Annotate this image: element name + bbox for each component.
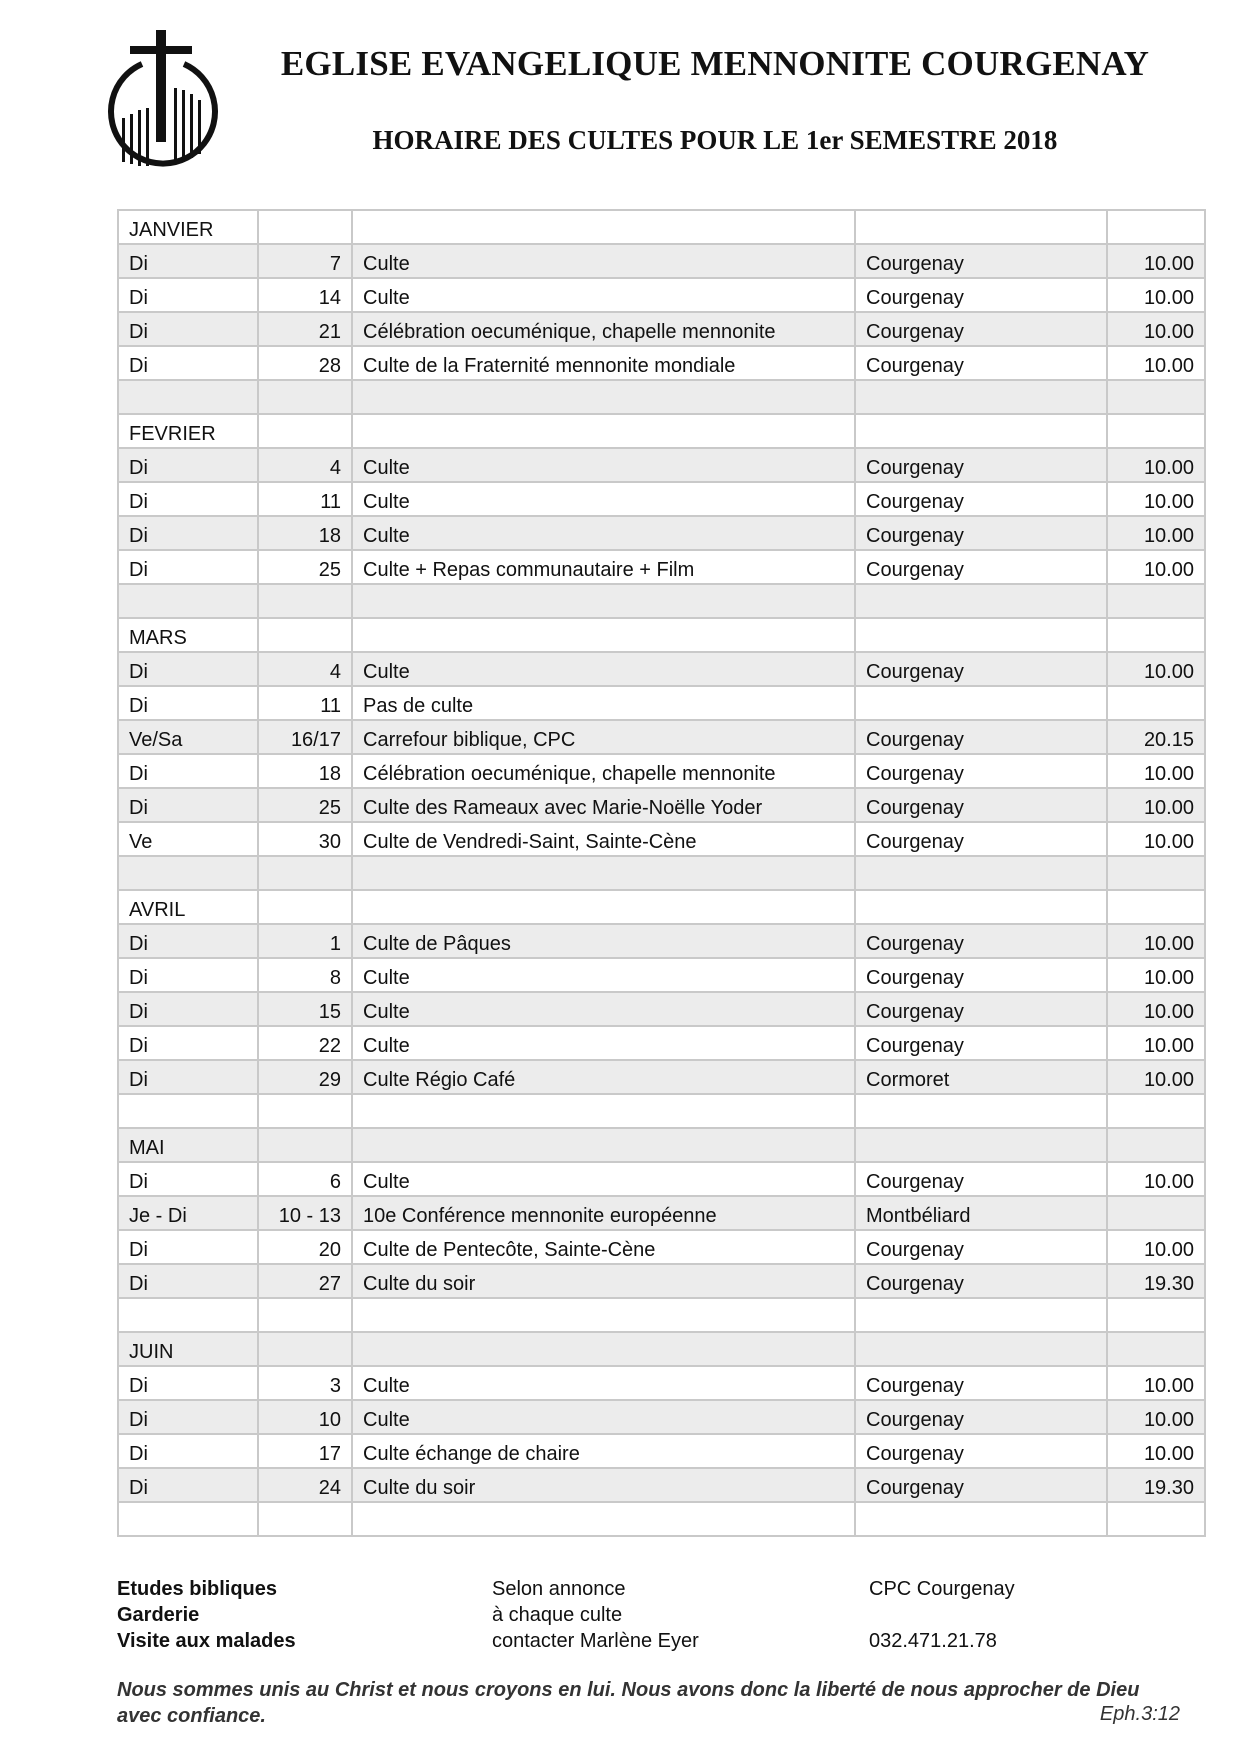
time-cell: 10.00 (1107, 448, 1205, 482)
place-cell: Cormoret (855, 1060, 1107, 1094)
empty-cell (1107, 1298, 1205, 1332)
table-row (118, 754, 1205, 788)
table-row (118, 482, 1205, 516)
church-logo-icon (104, 30, 220, 168)
time-cell: 10.00 (1107, 278, 1205, 312)
empty-cell (352, 856, 855, 890)
empty-cell (258, 414, 352, 448)
empty-cell (855, 380, 1107, 414)
table-row (118, 686, 1205, 720)
event-cell: Carrefour biblique, CPC (352, 720, 855, 754)
time-cell: 10.00 (1107, 312, 1205, 346)
empty-cell (258, 1094, 352, 1128)
day-cell: Di (118, 346, 258, 380)
date-cell: 3 (258, 1366, 352, 1400)
place-cell: Courgenay (855, 1230, 1107, 1264)
time-cell: 10.00 (1107, 958, 1205, 992)
date-cell: 8 (258, 958, 352, 992)
event-cell: Culte échange de chaire (352, 1434, 855, 1468)
place-cell (855, 686, 1107, 720)
place-cell: Courgenay (855, 448, 1107, 482)
date-cell: 28 (258, 346, 352, 380)
date-cell: 18 (258, 516, 352, 550)
time-cell: 10.00 (1107, 1060, 1205, 1094)
event-cell: Culte (352, 1400, 855, 1434)
day-cell: Di (118, 1060, 258, 1094)
empty-cell (352, 1298, 855, 1332)
day-cell: Di (118, 448, 258, 482)
date-cell: 11 (258, 482, 352, 516)
table-row (118, 1026, 1205, 1060)
empty-cell (1107, 1128, 1205, 1162)
empty-cell (258, 210, 352, 244)
month-header-row (118, 414, 1205, 448)
event-cell: Culte (352, 992, 855, 1026)
month-name: AVRIL (118, 890, 258, 924)
event-cell: Culte (352, 244, 855, 278)
day-cell: Di (118, 958, 258, 992)
footer-label: Garderie (117, 1604, 200, 1626)
date-cell: 16/17 (258, 720, 352, 754)
empty-cell (855, 1128, 1107, 1162)
time-cell: 10.00 (1107, 1366, 1205, 1400)
table-row (118, 1162, 1205, 1196)
time-cell: 10.00 (1107, 482, 1205, 516)
time-cell: 10.00 (1107, 1162, 1205, 1196)
event-cell: Culte (352, 482, 855, 516)
event-cell: Culte de Pâques (352, 924, 855, 958)
table-row (118, 516, 1205, 550)
month-name: FEVRIER (118, 414, 258, 448)
empty-cell (1107, 584, 1205, 618)
empty-cell (258, 856, 352, 890)
time-cell (1107, 686, 1205, 720)
month-name: MARS (118, 618, 258, 652)
footer-label: Visite aux malades (117, 1630, 296, 1652)
empty-cell (118, 1094, 258, 1128)
event-cell: Célébration oecuménique, chapelle mennonite (352, 754, 855, 788)
event-cell: Culte (352, 278, 855, 312)
spacer-row (118, 856, 1205, 890)
time-cell: 10.00 (1107, 1434, 1205, 1468)
date-cell: 10 - 13 (258, 1196, 352, 1230)
event-cell: Culte + Repas communautaire + Film (352, 550, 855, 584)
place-cell: Courgenay (855, 754, 1107, 788)
day-cell: Di (118, 312, 258, 346)
time-cell: 19.30 (1107, 1264, 1205, 1298)
place-cell: Courgenay (855, 1434, 1107, 1468)
empty-cell (258, 890, 352, 924)
footer-info-text: Selon annonce (492, 1578, 626, 1600)
day-cell: Di (118, 482, 258, 516)
footer-info-text: à chaque culte (492, 1604, 623, 1626)
day-cell: Di (118, 992, 258, 1026)
table-row (118, 1264, 1205, 1298)
page-subtitle: HORAIRE DES CULTES POUR LE 1er SEMESTRE 2018 (372, 125, 1058, 155)
event-cell: Culte des Rameaux avec Marie-Noëlle Yoder (352, 788, 855, 822)
place-cell: Courgenay (855, 1400, 1107, 1434)
date-cell: 11 (258, 686, 352, 720)
bible-verse: Nous sommes unis au Christ et nous croyons en lui. Nous avons donc la liberté de nous approcher de Dieu avec confiance. (117, 1679, 1140, 1727)
table-row (118, 924, 1205, 958)
place-cell: Courgenay (855, 312, 1107, 346)
table-row (118, 1468, 1205, 1502)
table-row (118, 958, 1205, 992)
event-cell: 10e Conférence mennonite européenne (352, 1196, 855, 1230)
empty-cell (855, 1094, 1107, 1128)
empty-cell (352, 380, 855, 414)
empty-cell (855, 1298, 1107, 1332)
day-cell: Di (118, 550, 258, 584)
empty-cell (352, 618, 855, 652)
empty-cell (1107, 414, 1205, 448)
empty-cell (118, 380, 258, 414)
month-header-row (118, 618, 1205, 652)
date-cell: 21 (258, 312, 352, 346)
event-cell: Culte (352, 516, 855, 550)
place-cell: Courgenay (855, 244, 1107, 278)
date-cell: 14 (258, 278, 352, 312)
empty-cell (258, 380, 352, 414)
month-header-row (118, 1128, 1205, 1162)
empty-cell (352, 584, 855, 618)
empty-cell (258, 1298, 352, 1332)
date-cell: 17 (258, 1434, 352, 1468)
empty-cell (855, 1502, 1107, 1536)
time-cell: 10.00 (1107, 992, 1205, 1026)
day-cell: Ve (118, 822, 258, 856)
event-cell: Culte (352, 958, 855, 992)
place-cell: Courgenay (855, 822, 1107, 856)
date-cell: 25 (258, 788, 352, 822)
event-cell: Culte Régio Café (352, 1060, 855, 1094)
table-row (118, 1060, 1205, 1094)
spacer-row (118, 584, 1205, 618)
time-cell: 10.00 (1107, 788, 1205, 822)
place-cell: Courgenay (855, 1468, 1107, 1502)
table-row (118, 448, 1205, 482)
day-cell: Di (118, 1366, 258, 1400)
empty-cell (258, 618, 352, 652)
day-cell: Di (118, 1264, 258, 1298)
month-name: JANVIER (118, 210, 258, 244)
event-cell: Célébration oecuménique, chapelle mennonite (352, 312, 855, 346)
empty-cell (1107, 1332, 1205, 1366)
month-header-row (118, 890, 1205, 924)
footer-row (117, 1630, 1207, 1656)
time-cell: 10.00 (1107, 550, 1205, 584)
empty-cell (855, 1332, 1107, 1366)
day-cell: Di (118, 1468, 258, 1502)
place-cell: Courgenay (855, 1162, 1107, 1196)
place-cell: Courgenay (855, 958, 1107, 992)
event-cell: Culte du soir (352, 1468, 855, 1502)
time-cell: 10.00 (1107, 346, 1205, 380)
date-cell: 18 (258, 754, 352, 788)
place-cell: Courgenay (855, 720, 1107, 754)
time-cell: 10.00 (1107, 1400, 1205, 1434)
event-cell: Culte (352, 448, 855, 482)
place-cell: Courgenay (855, 788, 1107, 822)
day-cell: Di (118, 1162, 258, 1196)
empty-cell (258, 1128, 352, 1162)
time-cell (1107, 1196, 1205, 1230)
date-cell: 10 (258, 1400, 352, 1434)
event-cell: Pas de culte (352, 686, 855, 720)
spacer-row (118, 1502, 1205, 1536)
event-cell: Culte de Pentecôte, Sainte-Cène (352, 1230, 855, 1264)
spacer-row (118, 1094, 1205, 1128)
empty-cell (1107, 1094, 1205, 1128)
empty-cell (1107, 380, 1205, 414)
table-row (118, 822, 1205, 856)
month-header-row (118, 210, 1205, 244)
time-cell: 10.00 (1107, 244, 1205, 278)
day-cell: Di (118, 516, 258, 550)
date-cell: 25 (258, 550, 352, 584)
place-cell: Courgenay (855, 1366, 1107, 1400)
place-cell: Courgenay (855, 1264, 1107, 1298)
date-cell: 27 (258, 1264, 352, 1298)
empty-cell (1107, 890, 1205, 924)
time-cell: 10.00 (1107, 516, 1205, 550)
place-cell: Courgenay (855, 346, 1107, 380)
table-row (118, 1400, 1205, 1434)
day-cell: Di (118, 1230, 258, 1264)
table-row (118, 1366, 1205, 1400)
empty-cell (1107, 210, 1205, 244)
time-cell: 10.00 (1107, 652, 1205, 686)
place-cell: Montbéliard (855, 1196, 1107, 1230)
schedule-table (117, 209, 1206, 1537)
empty-cell (855, 618, 1107, 652)
footer-info-text: contacter Marlène Eyer (492, 1630, 699, 1652)
date-cell: 4 (258, 652, 352, 686)
table-row (118, 652, 1205, 686)
footer-extra: CPC Courgenay (869, 1578, 1015, 1600)
empty-cell (352, 1502, 855, 1536)
empty-cell (1107, 856, 1205, 890)
place-cell: Courgenay (855, 652, 1107, 686)
month-header-row (118, 1332, 1205, 1366)
date-cell: 22 (258, 1026, 352, 1060)
date-cell: 29 (258, 1060, 352, 1094)
empty-cell (352, 1094, 855, 1128)
time-cell: 10.00 (1107, 1230, 1205, 1264)
date-cell: 20 (258, 1230, 352, 1264)
date-cell: 7 (258, 244, 352, 278)
verse-reference: Eph.3:12 (1099, 1703, 1180, 1725)
table-row (118, 312, 1205, 346)
schedule-body (118, 210, 1205, 1536)
day-cell: Ve/Sa (118, 720, 258, 754)
table-row (118, 1196, 1205, 1230)
place-cell: Courgenay (855, 550, 1107, 584)
empty-cell (855, 414, 1107, 448)
day-cell: Di (118, 924, 258, 958)
empty-cell (258, 1332, 352, 1366)
day-cell: Di (118, 1434, 258, 1468)
place-cell: Courgenay (855, 278, 1107, 312)
event-cell: Culte (352, 652, 855, 686)
footer-label: Etudes bibliques (117, 1578, 278, 1600)
empty-cell (352, 210, 855, 244)
footer-info (117, 1578, 1207, 1656)
table-row (118, 278, 1205, 312)
empty-cell (352, 1332, 855, 1366)
day-cell: Di (118, 754, 258, 788)
date-cell: 24 (258, 1468, 352, 1502)
date-cell: 1 (258, 924, 352, 958)
empty-cell (352, 1128, 855, 1162)
empty-cell (855, 584, 1107, 618)
event-cell: Culte (352, 1162, 855, 1196)
place-cell: Courgenay (855, 1026, 1107, 1060)
empty-cell (258, 1502, 352, 1536)
footer-row (117, 1578, 1207, 1604)
date-cell: 6 (258, 1162, 352, 1196)
place-cell: Courgenay (855, 482, 1107, 516)
empty-cell (118, 856, 258, 890)
day-cell: Di (118, 1400, 258, 1434)
date-cell: 15 (258, 992, 352, 1026)
time-cell: 10.00 (1107, 924, 1205, 958)
empty-cell (1107, 618, 1205, 652)
month-name: MAI (118, 1128, 258, 1162)
page-title: EGLISE EVANGELIQUE MENNONITE COURGENAY (280, 44, 1150, 83)
table-row (118, 550, 1205, 584)
table-row (118, 244, 1205, 278)
time-cell: 19.30 (1107, 1468, 1205, 1502)
time-cell: 10.00 (1107, 754, 1205, 788)
table-row (118, 1230, 1205, 1264)
place-cell: Courgenay (855, 992, 1107, 1026)
time-cell: 10.00 (1107, 822, 1205, 856)
event-cell: Culte de la Fraternité mennonite mondiale (352, 346, 855, 380)
empty-cell (118, 1502, 258, 1536)
day-cell: Di (118, 686, 258, 720)
table-row (118, 992, 1205, 1026)
day-cell: Di (118, 244, 258, 278)
empty-cell (258, 584, 352, 618)
day-cell: Di (118, 278, 258, 312)
time-cell: 10.00 (1107, 1026, 1205, 1060)
month-name: JUIN (118, 1332, 258, 1366)
date-cell: 4 (258, 448, 352, 482)
day-cell: Di (118, 1026, 258, 1060)
day-cell: Je - Di (118, 1196, 258, 1230)
spacer-row (118, 1298, 1205, 1332)
spacer-row (118, 380, 1205, 414)
place-cell: Courgenay (855, 924, 1107, 958)
event-cell: Culte (352, 1366, 855, 1400)
empty-cell (855, 210, 1107, 244)
table-row (118, 346, 1205, 380)
footer-row (117, 1604, 1207, 1630)
empty-cell (855, 890, 1107, 924)
date-cell: 30 (258, 822, 352, 856)
time-cell: 20.15 (1107, 720, 1205, 754)
footer-extra: 032.471.21.78 (869, 1630, 997, 1652)
table-row (118, 788, 1205, 822)
empty-cell (855, 856, 1107, 890)
empty-cell (352, 414, 855, 448)
empty-cell (118, 584, 258, 618)
table-row (118, 720, 1205, 754)
day-cell: Di (118, 788, 258, 822)
place-cell: Courgenay (855, 516, 1107, 550)
empty-cell (118, 1298, 258, 1332)
day-cell: Di (118, 652, 258, 686)
event-cell: Culte de Vendredi-Saint, Sainte-Cène (352, 822, 855, 856)
empty-cell (1107, 1502, 1205, 1536)
event-cell: Culte du soir (352, 1264, 855, 1298)
table-row (118, 1434, 1205, 1468)
event-cell: Culte (352, 1026, 855, 1060)
empty-cell (352, 890, 855, 924)
